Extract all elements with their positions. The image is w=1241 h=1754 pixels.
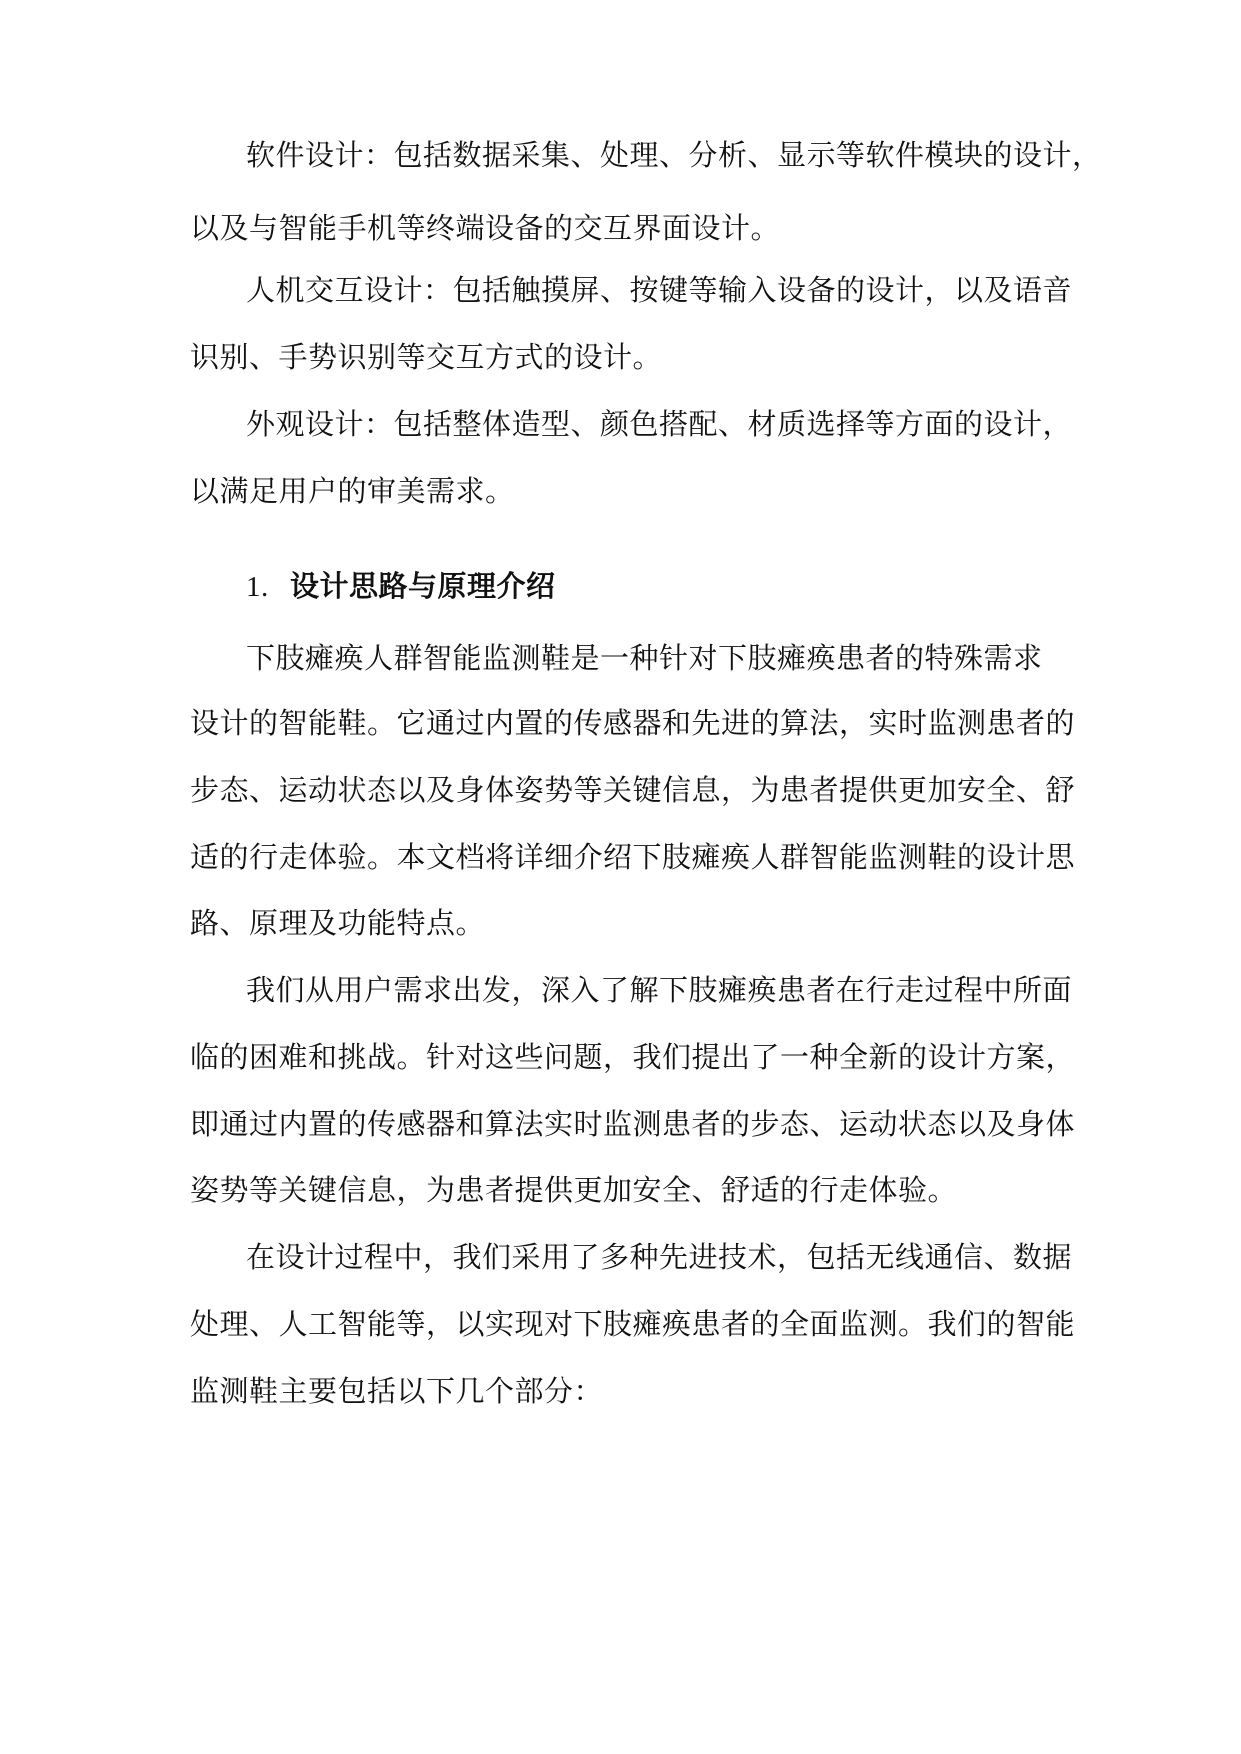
paragraph-line: 在设计过程中，我们采用了多种先进技术，包括无线通信、数据	[246, 1240, 1073, 1274]
paragraph-line: 下肢瘫痪人群智能监测鞋是一种针对下肢瘫痪患者的特殊需求	[246, 641, 1043, 675]
paragraph-line: 我们从用户需求出发，深入了解下肢瘫痪患者在行走过程中所面	[246, 973, 1073, 1007]
section-title: 设计思路与原理介绍	[290, 569, 556, 603]
section-number: 1.	[246, 571, 269, 603]
paragraph-line: 步态、运动状态以及身体姿势等关键信息，为患者提供更加安全、舒	[190, 773, 1076, 807]
paragraph-line: 监测鞋主要包括以下几个部分：	[190, 1374, 604, 1408]
paragraph-line: 设计的智能鞋。它通过内置的传感器和先进的算法，实时监测患者的	[190, 706, 1076, 740]
paragraph-line: 人机交互设计：包括触摸屏、按键等输入设备的设计，以及语音	[246, 273, 1073, 307]
paragraph-line: 识别、手势识别等交互方式的设计。	[190, 340, 663, 374]
paragraph-line: 以及与智能手机等终端设备的交互界面设计。	[190, 211, 781, 245]
paragraph-line: 即通过内置的传感器和算法实时监测患者的步态、运动状态以及身体	[190, 1107, 1076, 1141]
paragraph-line: 姿势等关键信息，为患者提供更加安全、舒适的行走体验。	[190, 1173, 958, 1207]
paragraph-line: 路、原理及功能特点。	[190, 906, 486, 940]
paragraph-line: 临的困难和挑战。针对这些问题，我们提出了一种全新的设计方案，	[190, 1040, 1076, 1074]
paragraph-line: 适的行走体验。本文档将详细介绍下肢瘫痪人群智能监测鞋的设计思	[190, 840, 1076, 874]
paragraph-line: 外观设计：包括整体造型、颜色搭配、材质选择等方面的设计，	[246, 407, 1073, 441]
paragraph-line: 处理、人工智能等，以实现对下肢瘫痪患者的全面监测。我们的智能	[190, 1307, 1076, 1341]
paragraph-line: 软件设计：包括数据采集、处理、分析、显示等软件模块的设计，	[246, 138, 1102, 172]
paragraph-line: 以满足用户的审美需求。	[190, 474, 515, 508]
section-heading	[246, 566, 556, 606]
